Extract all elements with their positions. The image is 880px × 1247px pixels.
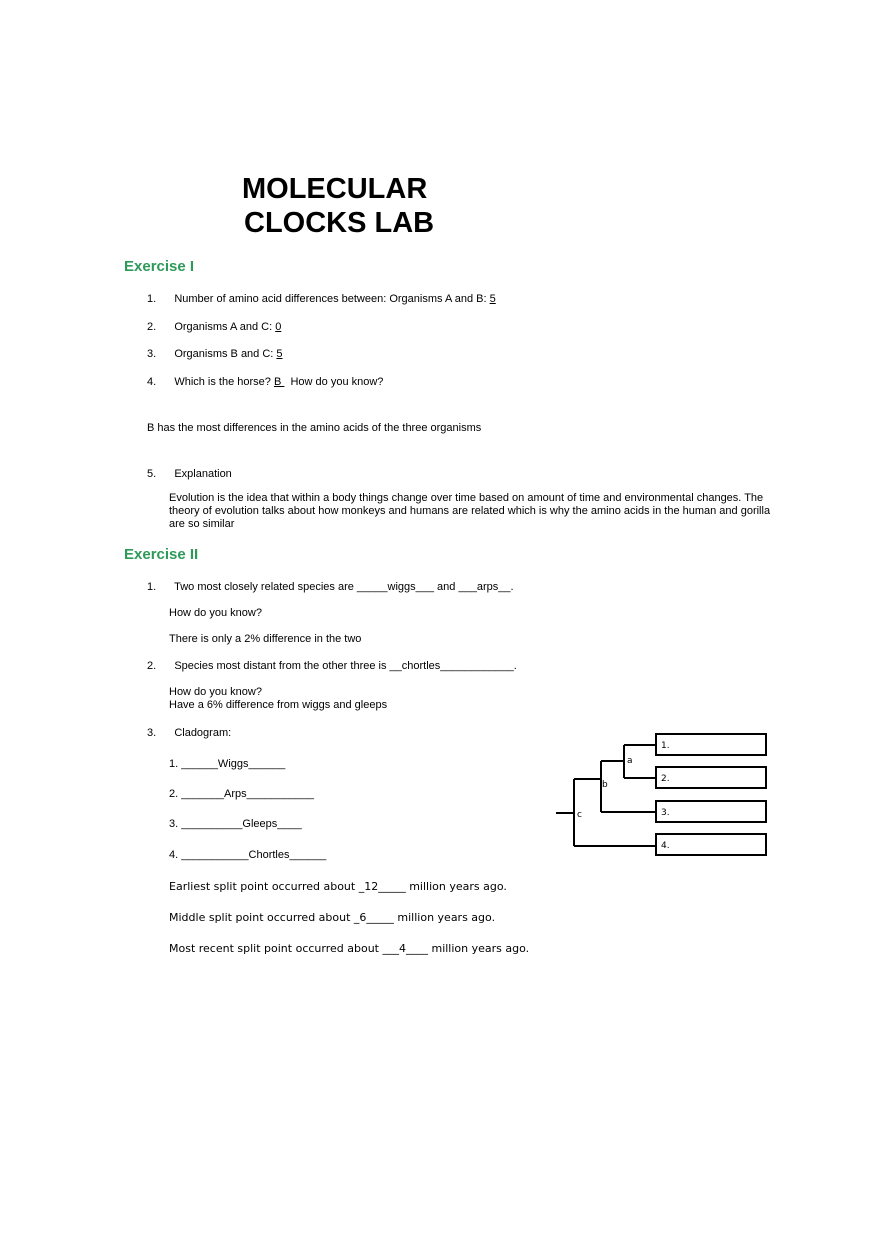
cladogram-node-c-label: c (577, 810, 582, 820)
split-earliest (169, 880, 507, 893)
page-title-line-2: CLOCKS LAB (244, 207, 435, 239)
exercise-2-heading: Exercise II (124, 546, 199, 563)
ex2-q1-how: How do you know? (169, 607, 262, 619)
ex1-q1-answer: 5 (489, 293, 496, 305)
cladogram-box-2-label: 2. (661, 774, 670, 784)
ex1-q2-text: Organisms A and C: (174, 321, 276, 333)
page-title-line-1: MOLECULAR (242, 173, 428, 205)
cladogram-box-3-label: 3. (661, 808, 670, 818)
ex2-q1-text-c: . (510, 581, 514, 593)
ex2-q2-blank: __chortles____________ (389, 660, 514, 672)
cladogram-box-2 (656, 767, 766, 788)
ex1-q1-text: Number of amino acid differences between: Organisms A and B: (174, 293, 490, 305)
ex1-q4-text: Which is the horse? (174, 376, 274, 388)
split-middle-blank: _6_____ (353, 911, 394, 924)
split-recent-text-a: Most recent split point occurred about (169, 942, 383, 955)
cladogram-diagram (550, 725, 780, 865)
ex1-q2-answer: 0 (275, 321, 282, 333)
ex1-q5-num: 5. (147, 468, 157, 480)
cladogram-list-item-3: 3. __________Gleeps____ (169, 818, 302, 830)
ex1-q1-num: 1. (147, 293, 157, 305)
cladogram-box-1 (656, 734, 766, 755)
exercise-1-heading: Exercise I (124, 258, 195, 275)
ex1-q3-num: 3. (147, 348, 157, 360)
cladogram-box-1-label: 1. (661, 741, 670, 751)
cladogram-box-4-label: 4. (661, 841, 670, 851)
cladogram-node-b-label: b (602, 780, 608, 790)
cladogram-box-4 (656, 834, 766, 855)
ex1-q5 (147, 467, 232, 481)
ex1-q4 (147, 375, 383, 389)
ex2-q1-blank-b: ___arps__ (458, 581, 511, 593)
ex1-q5-answer-text: Evolution is the idea that within a body things change over time based on amount of time and environmental changes. The theory of evolution talks about how monkeys and humans are related which is why the amino acids in the human and gorilla are so similar (169, 492, 771, 530)
ex1-q3-text: Organisms B and C: (174, 348, 277, 360)
split-earliest-text-b: million years ago. (405, 880, 507, 893)
ex1-q4-followup: How do you know? (284, 376, 384, 388)
ex1-q4-answer: B (273, 376, 285, 388)
ex2-q1 (147, 580, 514, 594)
ex2-q2 (147, 659, 517, 673)
ex1-q3 (147, 347, 283, 361)
ex2-q2-answer: Have a 6% difference from wiggs and gleeps (169, 699, 388, 711)
ex2-q3-text: Cladogram: (174, 727, 232, 739)
cladogram-box-3 (656, 801, 766, 822)
ex2-q1-answer: There is only a 2% difference in the two (169, 633, 362, 645)
split-recent-blank: ___4____ (382, 942, 428, 955)
ex2-q1-text-b: and (434, 581, 459, 593)
cladogram-list-item-2: 2. _______Arps___________ (169, 788, 314, 800)
ex2-q1-num: 1. (147, 581, 157, 593)
split-middle-text-a: Middle split point occurred about (169, 911, 354, 924)
ex1-q2-num: 2. (147, 321, 157, 333)
split-earliest-text-a: Earliest split point occurred about (169, 880, 359, 893)
ex1-q3-answer: 5 (276, 348, 283, 360)
ex2-q3 (147, 726, 231, 740)
ex2-q2-text-b: . (513, 660, 517, 672)
split-middle-text-b: million years ago. (393, 911, 496, 924)
cladogram-list-item-1: 1. ______Wiggs______ (169, 758, 286, 770)
ex1-q4-num: 4. (147, 376, 157, 388)
ex1-q5-text: Explanation (174, 468, 232, 480)
split-recent-text-b: million years ago. (427, 942, 530, 955)
ex2-q1-text-a: Two most closely related species are (174, 581, 357, 593)
ex1-q4-answer-text: B has the most differences in the amino acids of the three organisms (147, 422, 482, 434)
ex2-q2-text-a: Species most distant from the other three is (174, 660, 390, 672)
ex1-q1 (147, 292, 496, 306)
split-middle (169, 911, 495, 924)
ex2-q2-how: How do you know? (169, 686, 262, 698)
ex1-q2 (147, 320, 281, 334)
ex2-q3-num: 3. (147, 727, 157, 739)
ex2-q1-blank-a: _____wiggs___ (356, 581, 434, 593)
split-recent (169, 942, 529, 955)
cladogram-node-a-label: a (627, 756, 633, 766)
cladogram-list-item-4: 4. ___________Chortles______ (169, 849, 327, 861)
ex2-q2-num: 2. (147, 660, 157, 672)
split-earliest-blank: _12_____ (358, 880, 406, 893)
